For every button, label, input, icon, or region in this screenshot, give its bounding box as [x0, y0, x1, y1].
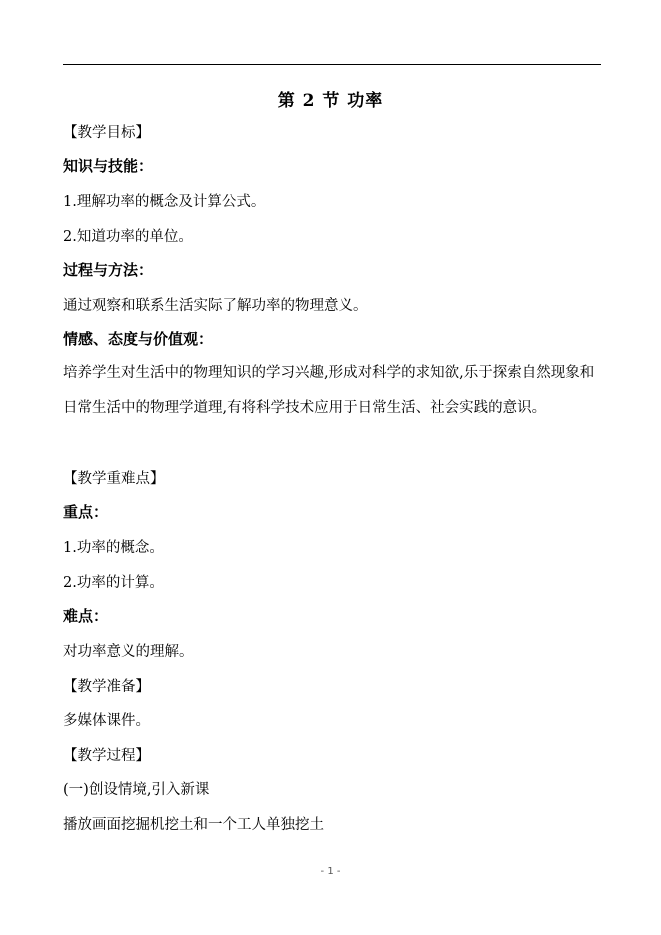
header-rule	[63, 64, 601, 65]
knowledge-header: 知识与技能：	[63, 157, 154, 175]
focus-header: 重点：	[63, 503, 109, 521]
procedure-step: (一)创设情境,引入新课	[63, 782, 210, 798]
knowledge-item: 1.理解功率的概念及计算公式。	[63, 194, 266, 210]
preparation-text: 多媒体课件。	[63, 713, 150, 729]
focus-item: 2.功率的计算。	[63, 575, 164, 591]
page-number: - 1 -	[320, 866, 341, 877]
difficulty-text: 对功率意义的理解。	[63, 644, 194, 660]
process-text: 通过观察和联系生活实际了解功率的物理意义。	[63, 298, 368, 314]
procedure-header: 【教学过程】	[63, 748, 150, 764]
process-header: 过程与方法：	[63, 261, 154, 279]
procedure-text: 播放画面挖掘机挖土和一个工人单独挖土	[63, 817, 324, 833]
focus-item: 1.功率的概念。	[63, 540, 164, 556]
emotion-header: 情感、态度与价值观：	[63, 330, 214, 348]
key-points-header: 【教学重难点】	[63, 471, 165, 487]
page-title: 第 2 节 功率	[277, 91, 384, 111]
preparation-header: 【教学准备】	[63, 679, 150, 695]
knowledge-item: 2.知道功率的单位。	[63, 229, 193, 245]
emotion-text: 培养学生对生活中的物理知识的学习兴趣,形成对科学的求知欲,乐于探索自然现象和日常生活中的物理学道理,有将科学技术应用于日常生活、社会实践的意识。	[63, 365, 595, 416]
difficulty-header: 难点：	[63, 607, 109, 625]
objectives-header: 【教学目标】	[63, 125, 150, 141]
